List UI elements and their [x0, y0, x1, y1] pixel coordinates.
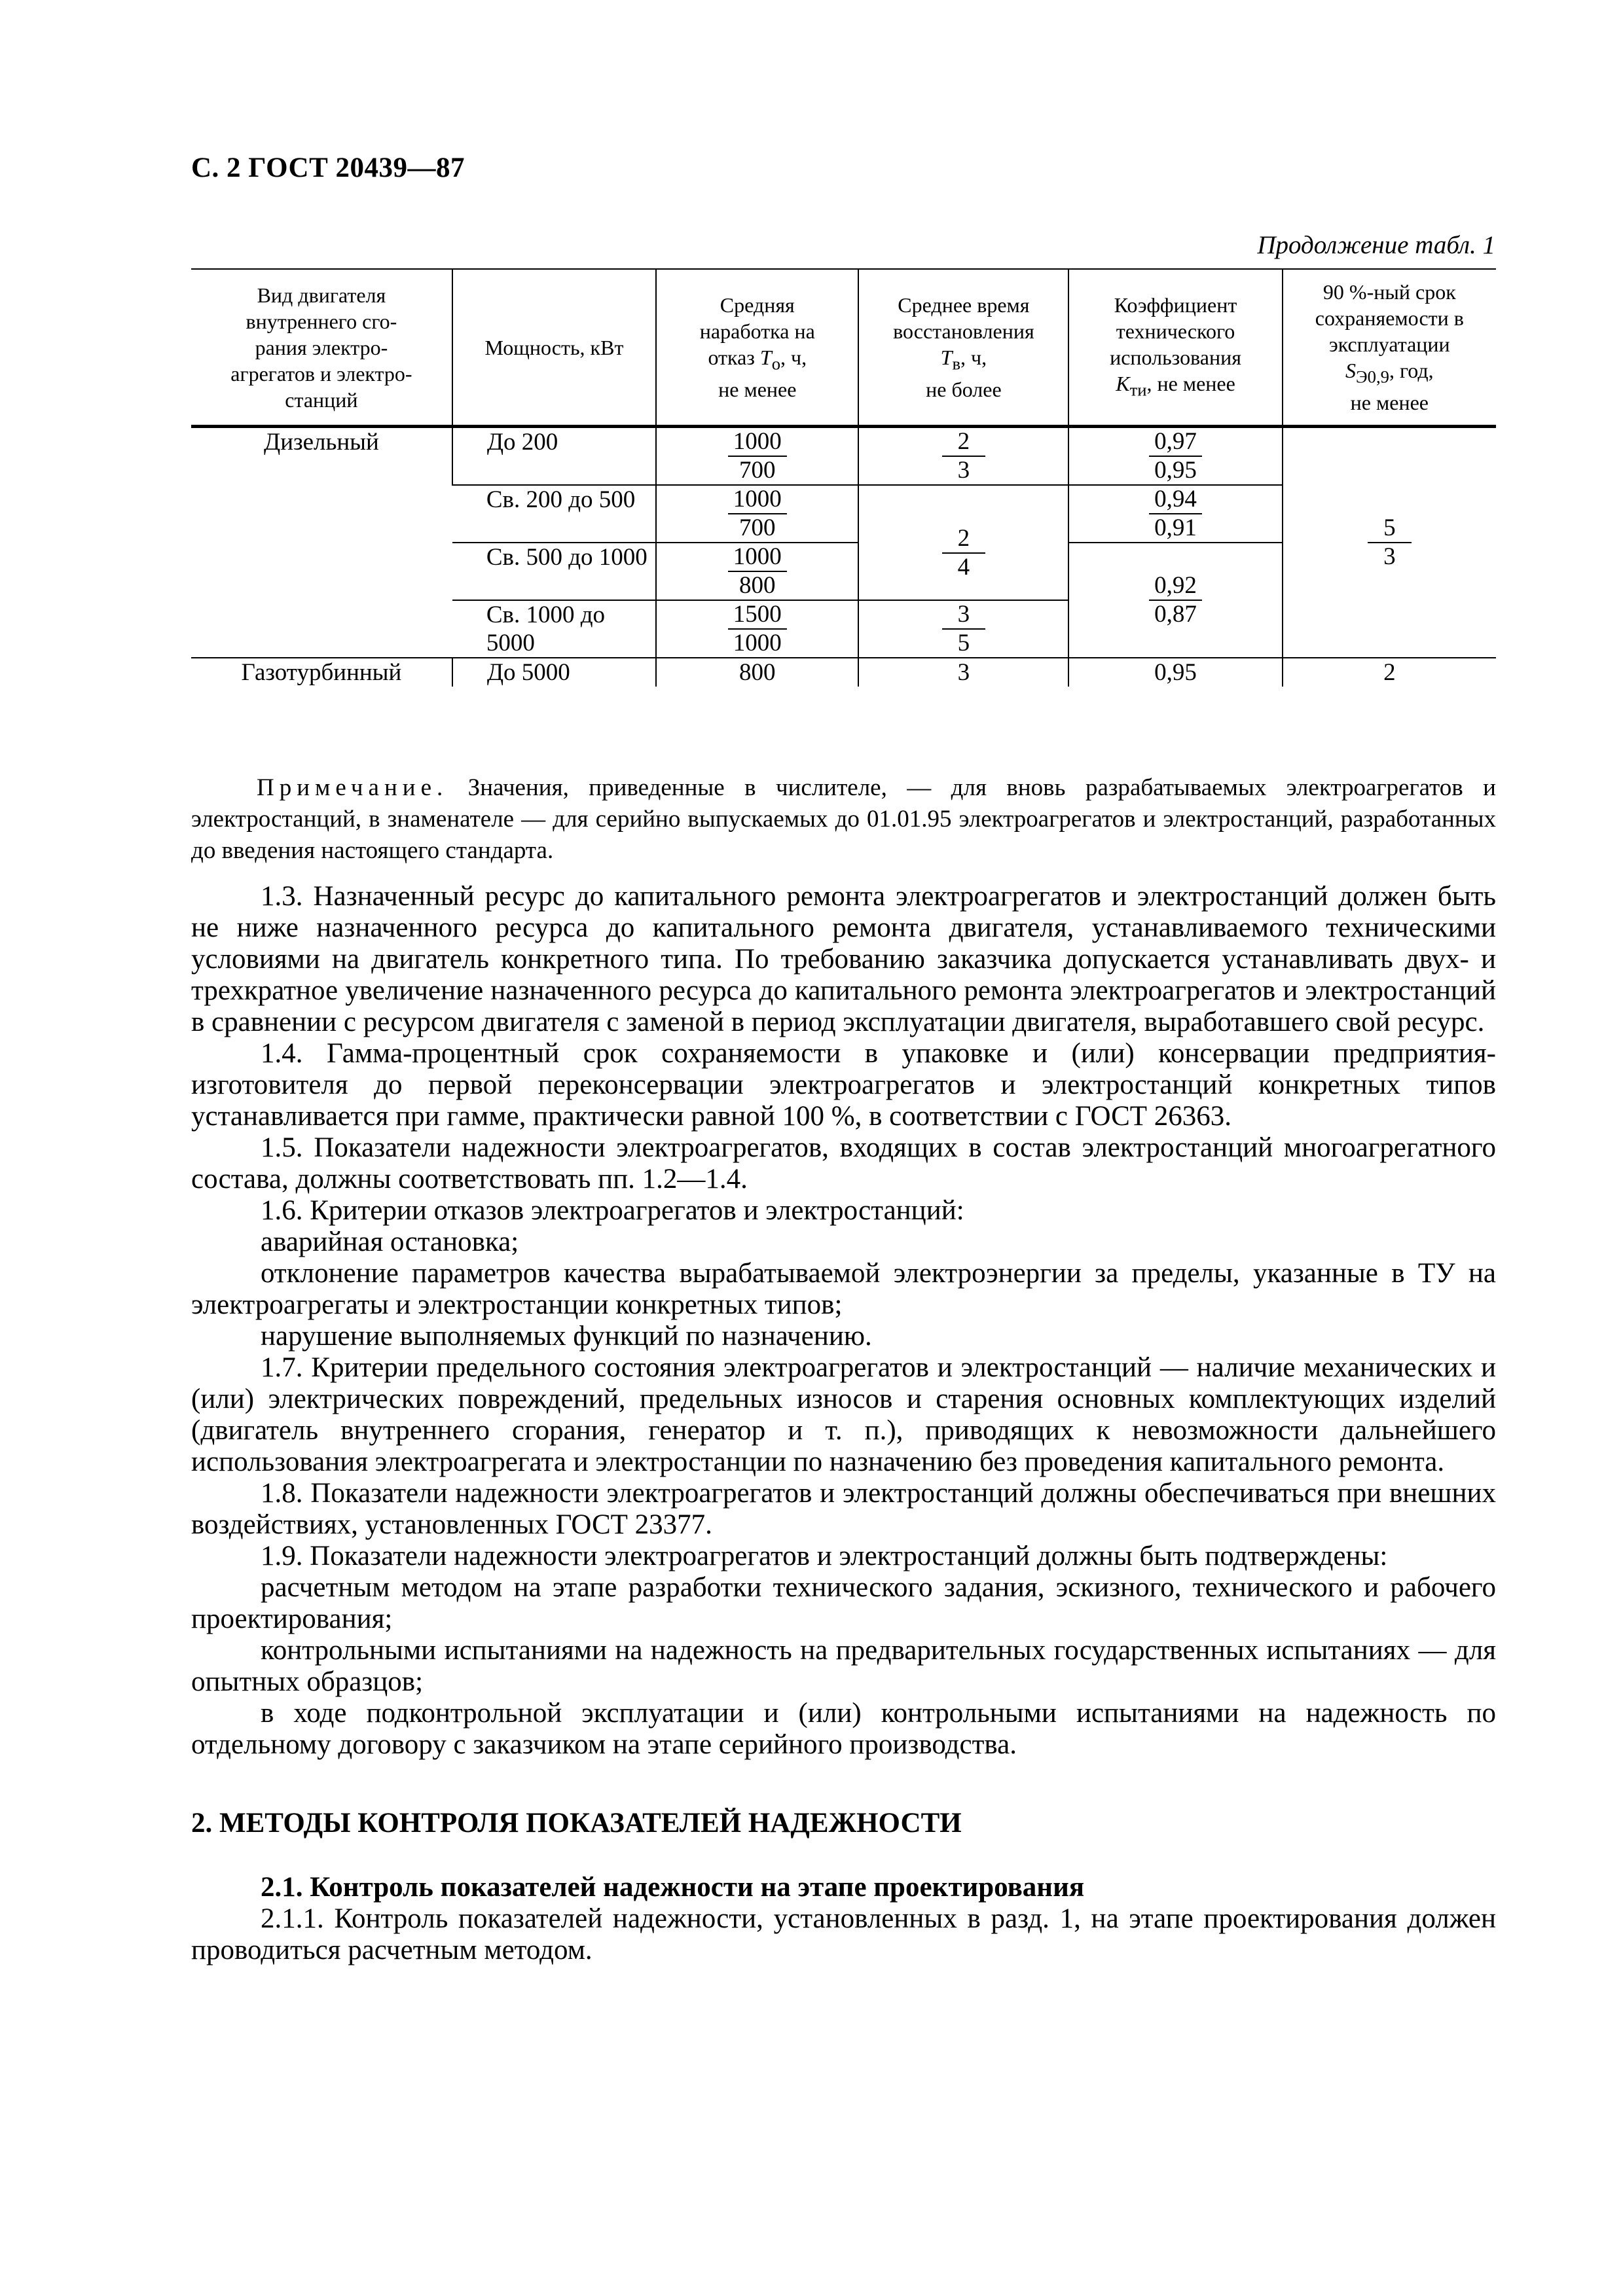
numerator: 1500: [728, 601, 787, 630]
table-row: [191, 427, 1496, 486]
mtbf-fraction: [728, 428, 787, 484]
kti-fraction: [1149, 486, 1202, 542]
mtbf-fraction: [728, 486, 787, 542]
restore-cell: [858, 600, 1068, 658]
mtbf-cell: [656, 427, 858, 486]
power-cell: [452, 543, 656, 600]
paragraph-1-8: 1.8. Показатели надежности электроагрегатов и электростанций должны обеспечиваться при внешних воздействиях, установленных ГОСТ 23377.: [191, 1478, 1496, 1540]
power-value: Св. 500 до 1000: [486, 544, 647, 571]
body-text: [191, 881, 1496, 1966]
mtbf-cell: [656, 658, 858, 687]
engine-type-cell: [191, 427, 452, 658]
table-note: [191, 772, 1496, 867]
kti-fraction: [1149, 572, 1202, 628]
mtbf-fraction: [728, 601, 787, 657]
denominator: 800: [739, 572, 776, 600]
column-header: 90 %-ный срок сохраняемости в эксплуатации $S_{Э0,9}$, год, не менее: [1283, 269, 1496, 427]
power-value: До 5000: [486, 659, 570, 687]
paragraph-1-6-item: отклонение параметров качества вырабатываемой электроэнергии за пределы, указанные в ТУ на электроагрегаты и электростанции конкретных типов;: [191, 1258, 1496, 1320]
column-header: Среднее время восстановления $T_в$, ч, не более: [858, 269, 1068, 427]
numerator: 2: [942, 428, 986, 457]
kti-value: 0,95: [1154, 659, 1197, 687]
power-value: Св. 1000 до 5000: [486, 601, 606, 657]
numerator: 1000: [728, 428, 787, 457]
kti-cell: [1068, 427, 1282, 486]
paragraph-1-6: 1.6. Критерии отказов электроагрегатов и электростанций:: [261, 1195, 964, 1226]
denominator: 5: [957, 630, 970, 657]
storage-fraction: [1368, 514, 1412, 571]
subsection-title: 2.1. Контроль показателей надежности на этапе проектирования: [261, 1872, 1085, 1903]
power-cell: [452, 600, 656, 658]
table-caption: Продолжение табл. 1: [1257, 231, 1495, 259]
engine-type-cell: [191, 658, 452, 687]
denominator: 700: [739, 457, 776, 484]
page-header: С. 2 ГОСТ 20439—87: [191, 152, 465, 183]
restore-cell: [858, 485, 1068, 600]
restore-cell: [858, 427, 1068, 486]
numerator: 1000: [728, 543, 787, 572]
denominator: 0,87: [1154, 601, 1197, 628]
numerator: 1000: [728, 486, 787, 514]
column-header: Коэффициент технического использования $K_{ти}$, не менее: [1068, 269, 1282, 427]
denominator: 0,91: [1154, 514, 1197, 542]
kti-cell: [1068, 485, 1282, 543]
denominator: 4: [957, 554, 970, 581]
restore-cell: [858, 658, 1068, 687]
paragraph-1-7: 1.7. Критерии предельного состояния электроагрегатов и электростанций — наличие механических и (или) электрических повреждений, предельных износов и старения основных комплектующих изделий (двигатель внутреннего сгорания, генератор и т. п.), приводящих к невозможности дальнейшего использования электроагрегата и электростанции по назначению без проведения капитального ремонта.: [191, 1352, 1496, 1477]
storage-value: 2: [1383, 659, 1396, 687]
column-header: Мощность, кВт: [452, 269, 656, 427]
storage-cell: [1283, 427, 1496, 658]
engine-type: Газотурбинный: [241, 659, 402, 687]
power-value: Св. 200 до 500: [486, 486, 636, 514]
denominator: 700: [739, 514, 776, 542]
note-label: Примечание.: [257, 774, 448, 801]
note-text: Значения, приведенные в числителе, — для вновь разрабатываемых электроагрегатов и электростанций, в знаменателе — для серийно выпускаемых до 01.01.95 электроагрегатов и электростанций, разработанных до введения настоящего стандарта.: [191, 774, 1496, 864]
restore-fraction: [942, 525, 986, 581]
reliability-table: [191, 268, 1496, 687]
denominator: 3: [1383, 543, 1396, 571]
restore-fraction: [942, 428, 986, 484]
paragraph-1-3: 1.3. Назначенный ресурс до капитального ремонта электроагрегатов и электростанций должен быть не ниже назначенного ресурса до капитального ремонта двигателя, устанавливаемого техническими условиями на двигатель конкретного типа. По требованию заказчика допускается устанавливать двух- и трехкратное увеличение назначенного ресурса до капитального ремонта электроагрегатов и электростанций в сравнении с ресурсом двигателя с заменой в период эксплуатации двигателя, выработавшего свой ресурс.: [191, 881, 1496, 1037]
mtbf-cell: [656, 485, 858, 543]
mtbf-cell: [656, 543, 858, 600]
column-header: Средняя наработка на отказ $T_о$, ч, не менее: [656, 269, 858, 427]
numerator: 0,92: [1149, 572, 1202, 601]
column-header: Вид двигателя внутреннего сго- рания электро- агрегатов и электро- станций: [191, 269, 452, 427]
paragraph-2-1-1: 2.1.1. Контроль показателей надежности, установленных в разд. 1, на этапе проектирования должен проводиться расчетным методом.: [191, 1903, 1496, 1965]
kti-fraction: [1149, 428, 1202, 484]
kti-cell: [1068, 658, 1282, 687]
paragraph-1-5: 1.5. Показатели надежности электроагрегатов, входящих в состав электростанций многоагрегатного состава, должны соответствовать пп. 1.2—1.4.: [191, 1132, 1496, 1194]
numerator: 5: [1368, 514, 1412, 543]
denominator: 0,95: [1154, 457, 1197, 484]
numerator: 0,97: [1149, 428, 1202, 457]
paragraph-1-9-item: контрольными испытаниями на надежность на предварительных государственных испытаниях — для опытных образцов;: [191, 1635, 1496, 1697]
denominator: 1000: [733, 630, 782, 657]
engine-type: Дизельный: [263, 429, 379, 456]
storage-cell: [1283, 658, 1496, 687]
power-cell: [452, 427, 656, 486]
power-value: До 200: [486, 429, 558, 456]
restore-value: 3: [957, 659, 970, 687]
mtbf-cell: [656, 600, 858, 658]
numerator: 0,94: [1149, 486, 1202, 514]
paragraph-1-4: 1.4. Гамма-процентный срок сохраняемости в упаковке и (или) консервации предприятия-изготовителя до первой переконсервации электроагрегатов и электростанций конкретных типов устанавливается при гамме, практически равной 100 %, в соответствии с ГОСТ 26363.: [191, 1038, 1496, 1132]
paragraph-1-9: 1.9. Показатели надежности электроагрегатов и электростанций должны быть подтверждены:: [261, 1541, 1388, 1571]
power-cell: [452, 485, 656, 543]
table-header-row: [191, 269, 1496, 427]
section-title: 2. МЕТОДЫ КОНТРОЛЯ ПОКАЗАТЕЛЕЙ НАДЕЖНОСТИ: [191, 1808, 962, 1839]
restore-fraction: [942, 601, 986, 657]
denominator: 3: [957, 457, 970, 484]
mtbf-value: 800: [739, 659, 776, 687]
table-row: [191, 658, 1496, 687]
numerator: 3: [942, 601, 986, 630]
mtbf-fraction: [728, 543, 787, 600]
numerator: 2: [942, 525, 986, 554]
paragraph-1-6-item: аварийная остановка;: [261, 1227, 519, 1257]
power-cell: [452, 658, 656, 687]
kti-cell: [1068, 543, 1282, 658]
paragraph-1-9-item: в ходе подконтрольной эксплуатации и (или) контрольными испытаниями на надежность по отдельному договору с заказчиком на этапе серийного производства.: [191, 1698, 1496, 1760]
paragraph-1-9-item: расчетным методом на этапе разработки технического задания, эскизного, технического и рабочего проектирования;: [191, 1572, 1496, 1634]
paragraph-1-6-item: нарушение выполняемых функций по назначению.: [261, 1321, 872, 1352]
